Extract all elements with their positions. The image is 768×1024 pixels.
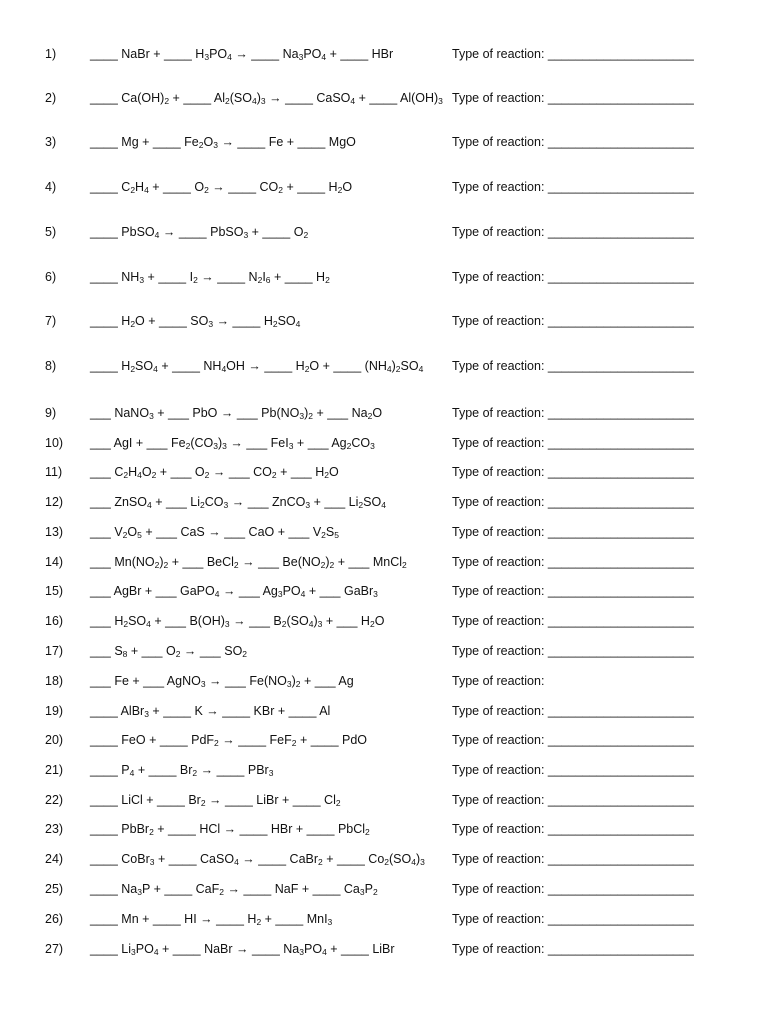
question-row — [0, 133, 768, 151]
reaction-type-field — [452, 133, 694, 151]
chemical-equation: ____ FeO + ____ PdF$_2$ → ____ FeF$_2$ + ____ PdO — [90, 733, 368, 748]
question-number: 16) — [45, 614, 64, 628]
question-number: 15) — [45, 584, 64, 598]
chemical-equation: ___ AgI + ___ $Fe_2(CO_3)_3$ → ___ FeI$_3$ + ___ $Ag_2CO_3$ — [90, 436, 375, 451]
question-number: 21) — [45, 763, 64, 777]
reaction-type-label: Type of reaction: — [452, 270, 545, 284]
reaction-type-label: Type of reaction: — [452, 47, 545, 61]
answer-blank[interactable]: _____________________ — [544, 135, 694, 149]
reaction-type-field — [452, 463, 694, 481]
question-row — [0, 268, 768, 286]
question-row — [0, 850, 768, 868]
question-row — [0, 612, 768, 630]
answer-blank[interactable]: _____________________ — [544, 614, 694, 628]
reaction-type-field — [452, 582, 694, 600]
question-row — [0, 880, 768, 898]
chemical-equation: ____ $Na_3P$ + ____ CaF$_2$ → ____ NaF + ____ $Ca_3P_2$ — [90, 882, 378, 897]
reaction-type-field — [452, 89, 694, 107]
question-number: 9) — [45, 406, 57, 420]
chemical-equation: ___ NaNO$_3$ + ___ PbO → ___ $Pb(NO_3)_2$ + ___ $Na_2O$ — [90, 406, 383, 421]
question-row — [0, 731, 768, 749]
question-number: 26) — [45, 912, 64, 926]
question-row — [0, 45, 768, 63]
question-number: 22) — [45, 793, 64, 807]
reaction-type-label: Type of reaction: — [452, 763, 545, 777]
reaction-type-label: Type of reaction: — [452, 314, 545, 328]
reaction-type-label: Type of reaction: — [452, 525, 545, 539]
answer-blank[interactable]: _____________________ — [544, 704, 694, 718]
reaction-type-field — [452, 642, 694, 660]
reaction-type-label: Type of reaction: — [452, 674, 545, 688]
question-row — [0, 312, 768, 330]
answer-blank[interactable]: _____________________ — [544, 555, 694, 569]
answer-blank[interactable]: _____________________ — [544, 882, 694, 896]
question-row — [0, 910, 768, 928]
question-number: 19) — [45, 704, 64, 718]
reaction-type-label: Type of reaction: — [452, 733, 545, 747]
chemical-equation: ____ $P_4$ + ____ $Br_2$ → ____ PBr$_3$ — [90, 763, 274, 778]
question-number: 10) — [45, 436, 64, 450]
chemical-equation: ____ CoBr$_3$ + ____ CaSO$_4$ → ____ CaBr$_2$ + ____ $Co_2(SO_4)_3$ — [90, 852, 425, 867]
reaction-type-field — [452, 45, 694, 63]
answer-blank[interactable]: _____________________ — [544, 47, 694, 61]
chemical-equation: ___ $H_2SO_4$ + ___ $B(OH)_3$ → ___ $B_2(SO_4)_3$ + ___ $H_2O$ — [90, 614, 385, 629]
reaction-type-label: Type of reaction: — [452, 225, 545, 239]
reaction-type-field — [452, 672, 544, 690]
question-row — [0, 940, 768, 958]
question-number: 24) — [45, 852, 64, 866]
reaction-type-label: Type of reaction: — [452, 822, 545, 836]
answer-blank[interactable]: _____________________ — [544, 525, 694, 539]
reaction-type-field — [452, 880, 694, 898]
reaction-type-label: Type of reaction: — [452, 406, 545, 420]
question-number: 11) — [45, 465, 63, 479]
question-row — [0, 463, 768, 481]
reaction-type-field — [452, 434, 694, 452]
reaction-type-label: Type of reaction: — [452, 436, 545, 450]
question-number: 12) — [45, 495, 64, 509]
answer-blank[interactable]: _____________________ — [544, 180, 694, 194]
chemical-equation: ____ PbSO$_4$ → ____ PbSO$_3$ + ____ $O_2$ — [90, 225, 309, 240]
reaction-type-field — [452, 312, 694, 330]
question-number: 25) — [45, 882, 64, 896]
chemical-equation: ___ $Mn(NO_2)_2$ + ___ BeCl$_2$ → ___ $Be(NO_2)_2$ + ___ MnCl$_2$ — [90, 555, 407, 570]
answer-blank[interactable]: _____________________ — [544, 644, 694, 658]
reaction-type-field — [452, 523, 694, 541]
reaction-type-field — [452, 731, 694, 749]
question-number: 20) — [45, 733, 64, 747]
question-number: 2) — [45, 91, 57, 105]
question-number: 5) — [45, 225, 57, 239]
chemical-equation: ___ ZnSO$_4$ + ___ $Li_2CO_3$ → ___ ZnCO$_3$ + ___ $Li_2SO_4$ — [90, 495, 386, 510]
reaction-type-label: Type of reaction: — [452, 644, 545, 658]
chemical-equation: ____ NaBr + ____ $H_3PO_4$ → ____ $Na_3PO_4$ + ____ HBr — [90, 47, 394, 62]
reaction-type-field — [452, 910, 694, 928]
question-row — [0, 553, 768, 571]
chemical-equation: ____ $Ca(OH)_2$ + ____ $Al_2(SO_4)_3$ → ____ CaSO$_4$ + ____ $Al(OH)_3$ — [90, 91, 443, 106]
chemical-equation: ____ LiCl + ____ $Br_2$ → ____ LiBr + ____ $Cl_2$ — [90, 793, 341, 808]
answer-blank[interactable]: _____________________ — [544, 852, 694, 866]
answer-blank[interactable]: _____________________ — [544, 733, 694, 747]
question-row — [0, 223, 768, 241]
reaction-type-label: Type of reaction: — [452, 614, 545, 628]
question-row — [0, 791, 768, 809]
chemical-equation: ___ Fe + ___ AgNO$_3$ → ___ $Fe(NO_3)_2$ + ___ Ag — [90, 674, 354, 689]
answer-blank[interactable]: _____________________ — [544, 465, 694, 479]
question-number: 7) — [45, 314, 57, 328]
question-row — [0, 434, 768, 452]
question-number: 18) — [45, 674, 64, 688]
reaction-type-field — [452, 178, 694, 196]
reaction-type-field — [452, 820, 694, 838]
answer-blank[interactable]: _____________________ — [544, 359, 694, 373]
question-row — [0, 523, 768, 541]
reaction-type-label: Type of reaction: — [452, 852, 545, 866]
question-row — [0, 357, 768, 375]
answer-blank[interactable]: _____________________ — [544, 91, 694, 105]
question-row — [0, 702, 768, 720]
chemical-equation: ____ PbBr$_2$ + ____ HCl → ____ HBr + ____ PbCl$_2$ — [90, 822, 370, 837]
question-number: 6) — [45, 270, 57, 284]
chemical-equation: ____ Mn + ____ HI → ____ $H_2$ + ____ MnI$_3$ — [90, 912, 333, 927]
question-row — [0, 493, 768, 511]
question-row — [0, 404, 768, 422]
reaction-type-field — [452, 850, 694, 868]
question-row — [0, 761, 768, 779]
question-number: 1) — [45, 47, 57, 61]
reaction-type-label: Type of reaction: — [452, 465, 545, 479]
reaction-type-label: Type of reaction: — [452, 555, 545, 569]
chemical-equation: ___ $C_2H_4O_2$ + ___ $O_2$ → ___ $CO_2$ + ___ $H_2O$ — [90, 465, 339, 480]
question-row — [0, 89, 768, 107]
question-row — [0, 642, 768, 660]
chemical-equation: ___ AgBr + ___ GaPO$_4$ → ___ $Ag_3PO_4$ + ___ GaBr$_3$ — [90, 584, 378, 599]
reaction-type-field — [452, 223, 694, 241]
chemical-equation: ___ $V_2O_5$ + ___ CaS → ___ CaO + ___ $V_2S_5$ — [90, 525, 339, 540]
answer-blank[interactable]: _____________________ — [544, 942, 694, 956]
question-row — [0, 672, 768, 690]
chemical-equation: ____ $C_2H_4$ + ____ $O_2$ → ____ $CO_2$ + ____ $H_2O$ — [90, 180, 353, 195]
chemical-equation: ____ $H_2SO_4$ + ____ $NH_4OH$ → ____ $H_2O$ + ____ $(NH_4)_2SO_4$ — [90, 359, 424, 374]
reaction-type-label: Type of reaction: — [452, 135, 545, 149]
reaction-type-label: Type of reaction: — [452, 942, 545, 956]
reaction-type-field — [452, 612, 694, 630]
reaction-type-field — [452, 553, 694, 571]
reaction-type-field — [452, 791, 694, 809]
reaction-type-label: Type of reaction: — [452, 882, 545, 896]
reaction-type-field — [452, 404, 694, 422]
reaction-type-label: Type of reaction: — [452, 704, 545, 718]
reaction-type-field — [452, 702, 694, 720]
question-number: 14) — [45, 555, 64, 569]
answer-blank[interactable]: _____________________ — [544, 314, 694, 328]
question-row — [0, 582, 768, 600]
answer-blank[interactable]: _____________________ — [544, 225, 694, 239]
answer-blank[interactable]: _____________________ — [544, 495, 694, 509]
reaction-type-field — [452, 268, 694, 286]
answer-blank[interactable]: _____________________ — [544, 270, 694, 284]
chemical-equation: ____ $Li_3PO_4$ + ____ NaBr → ____ $Na_3PO_4$ + ____ LiBr — [90, 942, 395, 957]
answer-blank[interactable]: _____________________ — [544, 436, 694, 450]
reaction-type-field — [452, 493, 694, 511]
question-row — [0, 820, 768, 838]
reaction-type-field — [452, 940, 694, 958]
reaction-type-field — [452, 357, 694, 375]
reaction-type-label: Type of reaction: — [452, 91, 545, 105]
question-number: 13) — [45, 525, 64, 539]
reaction-type-label: Type of reaction: — [452, 495, 545, 509]
chemical-equation: ____ AlBr$_3$ + ____ K → ____ KBr + ____ Al — [90, 704, 331, 719]
answer-blank[interactable]: _____________________ — [544, 912, 694, 926]
answer-blank[interactable]: _____________________ — [544, 822, 694, 836]
question-number: 8) — [45, 359, 57, 373]
question-number: 4) — [45, 180, 57, 194]
chemical-equation: ____ $H_2O$ + ____ $SO_3$ → ____ $H_2SO_4$ — [90, 314, 301, 329]
question-row — [0, 178, 768, 196]
answer-blank[interactable]: _____________________ — [544, 406, 694, 420]
reaction-type-label: Type of reaction: — [452, 584, 545, 598]
reaction-type-field — [452, 761, 694, 779]
reaction-type-label: Type of reaction: — [452, 912, 545, 926]
reaction-type-label: Type of reaction: — [452, 180, 545, 194]
answer-blank[interactable]: _____________________ — [544, 763, 694, 777]
question-number: 23) — [45, 822, 64, 836]
chemical-equation: ____ $NH_3$ + ____ $I_2$ → ____ $N_2I_6$ + ____ $H_2$ — [90, 270, 330, 285]
answer-blank[interactable]: _____________________ — [544, 584, 694, 598]
reaction-type-label: Type of reaction: — [452, 359, 545, 373]
chemical-equation: ___ $S_8$ + ___ $O_2$ → ___ $SO_2$ — [90, 644, 248, 659]
chemical-equation: ____ Mg + ____ $Fe_2O_3$ → ____ Fe + ____ MgO — [90, 135, 356, 150]
answer-blank[interactable]: _____________________ — [544, 793, 694, 807]
question-number: 17) — [45, 644, 64, 658]
question-number: 3) — [45, 135, 57, 149]
reaction-type-label: Type of reaction: — [452, 793, 545, 807]
question-number: 27) — [45, 942, 64, 956]
